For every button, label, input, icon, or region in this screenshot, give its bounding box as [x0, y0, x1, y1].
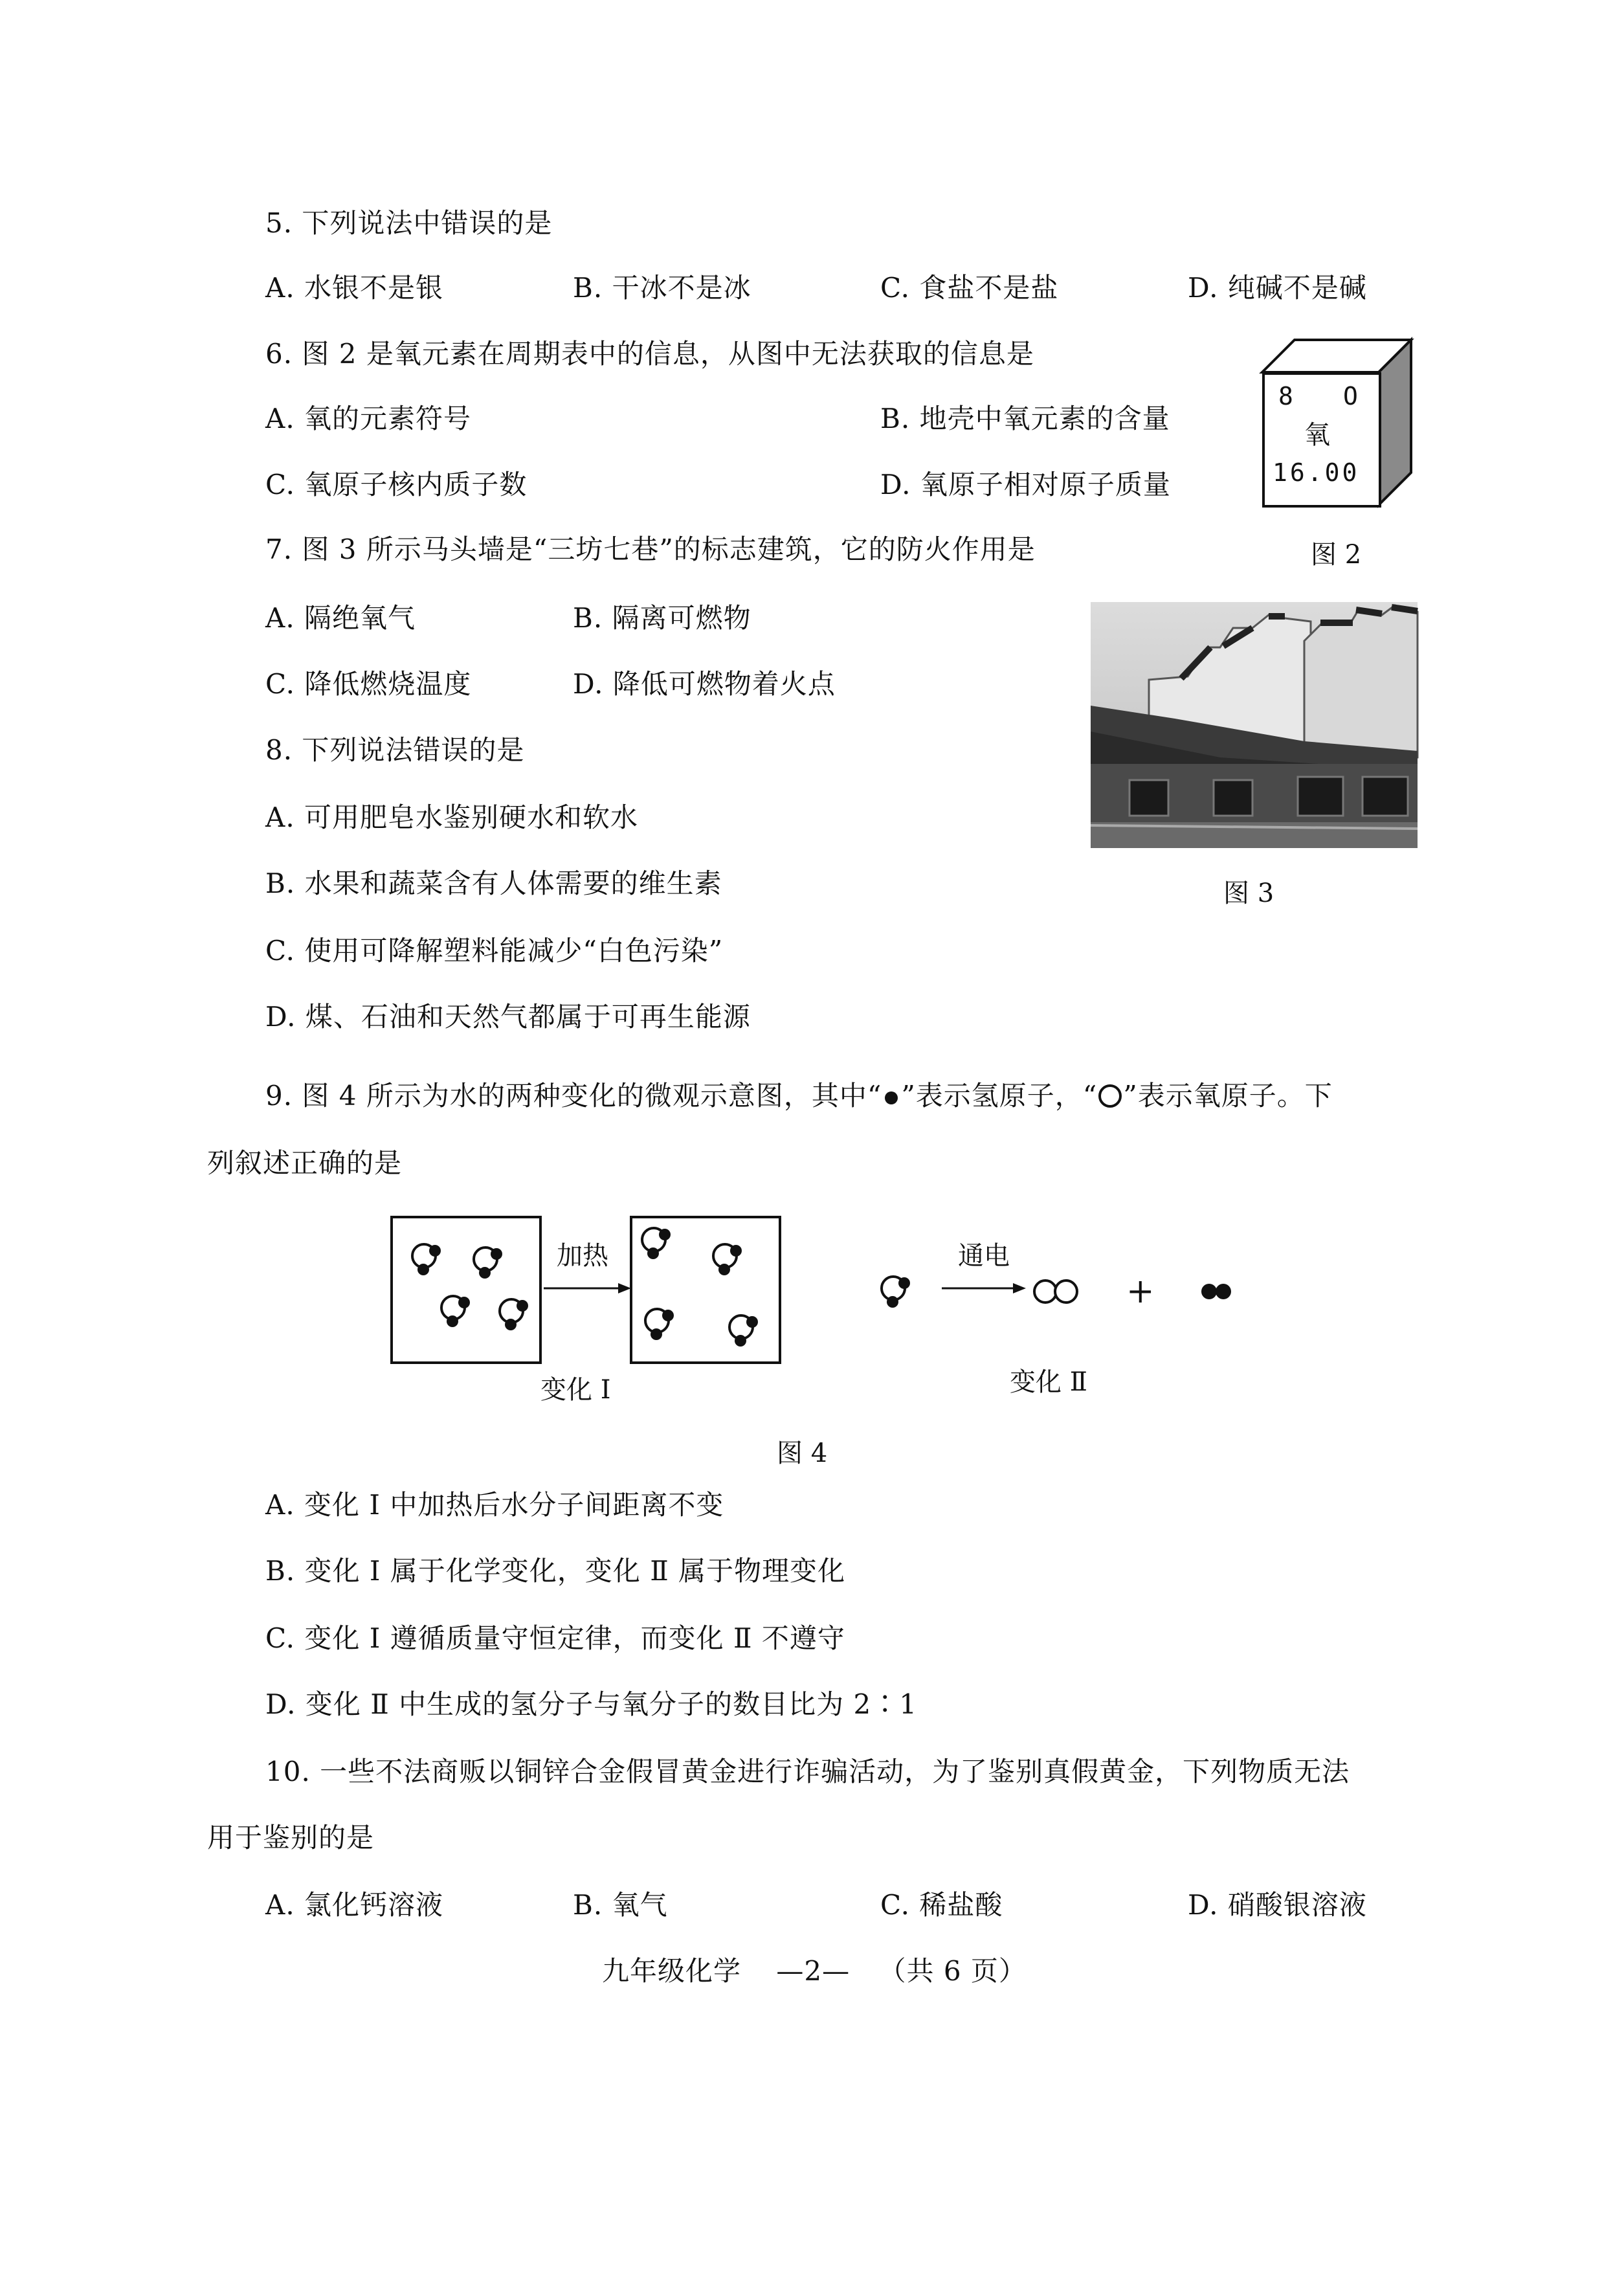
- oxygen-atom-icon: [1097, 1084, 1123, 1110]
- q9-stem-part2: ”表示氢原子，“: [901, 1080, 1098, 1112]
- fig4-electric-label: 通电: [958, 1241, 1010, 1271]
- q9-stem-part3: ”表示氧原子。下: [1123, 1080, 1333, 1112]
- fig3-caption: 图 3: [1223, 878, 1274, 908]
- q9-option-a: A. 变化 Ⅰ 中加热后水分子间距离不变: [265, 1489, 724, 1521]
- q5-option-a: A. 水银不是银: [265, 272, 444, 304]
- fig4-diagram: [388, 1204, 1295, 1398]
- q7-option-b: B. 隔离可燃物: [573, 602, 751, 634]
- q8-option-b: B. 水果和蔬菜含有人体需要的维生素: [265, 867, 722, 899]
- fig4-heat-arrowhead: [618, 1283, 631, 1293]
- fig4-electric-arrowhead: [1013, 1283, 1026, 1293]
- q8-option-d: D. 煤、石油和天然气都属于可再生能源: [265, 1001, 751, 1033]
- q9-option-d: D. 变化 Ⅱ 中生成的氢分子与氧分子的数目比为 2∶1: [265, 1688, 917, 1720]
- q6-option-b: B. 地壳中氧元素的含量: [880, 403, 1170, 434]
- q10-option-c: C. 稀盐酸: [880, 1889, 1003, 1921]
- hydrogen-atom-icon: [882, 1088, 901, 1108]
- q10-stem-line2: 用于鉴别的是: [207, 1822, 375, 1853]
- q6-option-d: D. 氧原子相对原子质量: [880, 469, 1171, 500]
- oxygen-molecule-icon: [1034, 1281, 1077, 1303]
- footer-subject: 九年级化学: [602, 1955, 742, 1987]
- q8-option-a: A. 可用肥皂水鉴别硬水和软水: [265, 801, 639, 833]
- hydrogen-molecule-icon: [1201, 1284, 1231, 1299]
- fig4-heat-label: 加热: [557, 1241, 608, 1271]
- q9-option-b: B. 变化 Ⅰ 属于化学变化，变化 Ⅱ 属于物理变化: [265, 1555, 846, 1587]
- q10-option-d: D. 硝酸银溶液: [1188, 1889, 1367, 1921]
- q9-stem-line1: [265, 1079, 1333, 1113]
- q7-stem: 7. 图 3 所示马头墙是“三坊七巷”的标志建筑，它的防火作用是: [265, 533, 1036, 565]
- q8-option-c: C. 使用可降解塑料能减少“白色污染”: [265, 935, 724, 967]
- fig4-change2-label: 变化 Ⅱ: [1010, 1367, 1087, 1397]
- fig2-caption: 图 2: [1311, 540, 1362, 570]
- q10-option-b: B. 氧气: [573, 1889, 668, 1921]
- water-molecule-icon: [882, 1277, 910, 1308]
- fig2-atomic-number: 8: [1278, 382, 1293, 410]
- footer-total-pages: （共 6 页）: [878, 1955, 1027, 1987]
- fig4-change1-label: 变化 Ⅰ: [540, 1375, 611, 1405]
- q7-option-c: C. 降低燃烧温度: [265, 668, 472, 700]
- fig4-plus-sign: +: [1126, 1272, 1155, 1311]
- q10-stem-line1: 10. 一些不法商贩以铜锌合金假冒黄金进行诈骗活动，为了鉴别真假黄金，下列物质无法: [265, 1756, 1350, 1787]
- q7-option-d: D. 降低可燃物着火点: [573, 668, 836, 700]
- q5-option-d: D. 纯碱不是碱: [1188, 272, 1367, 304]
- q10-option-a: A. 氯化钙溶液: [265, 1889, 444, 1921]
- fig2-element-symbol: O: [1343, 382, 1358, 410]
- fig4-caption: 图 4: [777, 1438, 828, 1468]
- q6-option-c: C. 氧原子核内质子数: [265, 469, 528, 500]
- q6-stem: 6. 图 2 是氧元素在周期表中的信息，从图中无法获取的信息是: [265, 338, 1034, 370]
- q5-stem: 5. 下列说法中错误的是: [265, 207, 553, 239]
- q5-option-b: B. 干冰不是冰: [573, 272, 751, 304]
- footer: [602, 1954, 1027, 1989]
- q8-stem: 8. 下列说法错误的是: [265, 734, 525, 766]
- fig2-atomic-mass: 16.00: [1273, 458, 1360, 487]
- q5-option-c: C. 食盐不是盐: [880, 272, 1059, 304]
- fig2-element-name: 氧: [1304, 420, 1330, 450]
- footer-page-number: —2—: [776, 1955, 851, 1987]
- q6-option-a: A. 氧的元素符号: [265, 403, 472, 434]
- q9-stem-line2: 列叙述正确的是: [207, 1147, 403, 1179]
- q9-option-c: C. 变化 Ⅰ 遵循质量守恒定律，而变化 Ⅱ 不遵守: [265, 1622, 845, 1654]
- fig3-horse-head-wall-photo: [1091, 602, 1418, 848]
- q7-option-a: A. 隔绝氧气: [265, 602, 416, 634]
- q9-stem-part1: 9. 图 4 所示为水的两种变化的微观示意图，其中“: [265, 1080, 882, 1112]
- fig4-before-box: [392, 1217, 540, 1363]
